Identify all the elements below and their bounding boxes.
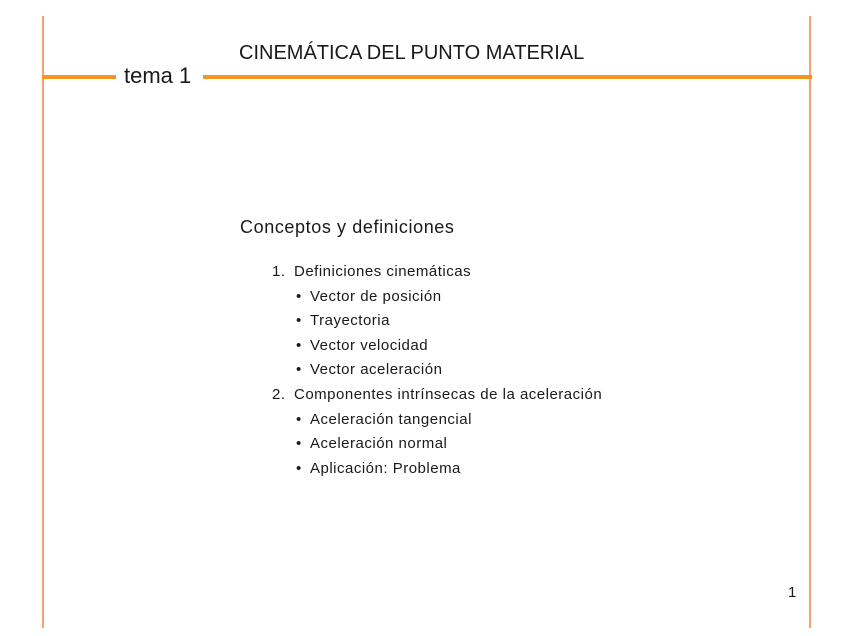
list-item-label: Aceleración normal	[310, 435, 448, 453]
outline-item-label: Componentes intrínsecas de la aceleración	[294, 385, 603, 403]
bullet-icon: •	[296, 312, 302, 330]
outline-item-number: 1.	[272, 263, 286, 280]
list-item	[296, 358, 602, 383]
list-item	[296, 309, 602, 334]
list-item	[296, 285, 602, 310]
outline-item-1	[272, 260, 602, 383]
right-border-line	[809, 16, 811, 628]
outline-sublist-1	[272, 285, 602, 383]
page-number: 1	[788, 584, 797, 601]
list-item-label: Aceleración tangencial	[310, 410, 472, 428]
list-item	[296, 334, 602, 359]
list-item-label: Vector de posición	[310, 287, 442, 305]
list-item	[296, 432, 602, 457]
bullet-icon: •	[296, 459, 302, 477]
list-item	[296, 408, 602, 433]
bullet-icon: •	[296, 361, 302, 379]
bullet-icon: •	[296, 435, 302, 453]
header-rule-right	[203, 75, 812, 79]
list-item-label: Aplicación: Problema	[310, 459, 461, 477]
bullet-icon: •	[296, 336, 302, 354]
page-title: CINEMÁTICA DEL PUNTO MATERIAL	[239, 42, 585, 64]
tema-label: tema 1	[124, 63, 192, 88]
header-rule-left	[42, 75, 116, 79]
left-border-line	[42, 16, 44, 628]
list-item-label: Trayectoria	[310, 312, 390, 330]
outline-item-label: Definiciones cinemáticas	[294, 263, 472, 280]
list-item	[296, 457, 602, 482]
list-item-label: Vector aceleración	[310, 361, 443, 379]
outline-sublist-2	[272, 408, 602, 482]
outline-item-2	[272, 383, 602, 481]
section-heading: Conceptos y definiciones	[240, 217, 455, 237]
bullet-icon: •	[296, 410, 302, 428]
bullet-icon: •	[296, 287, 302, 305]
outline-list	[272, 260, 602, 481]
list-item-label: Vector velocidad	[310, 336, 429, 354]
outline-item-number: 2.	[272, 385, 286, 403]
